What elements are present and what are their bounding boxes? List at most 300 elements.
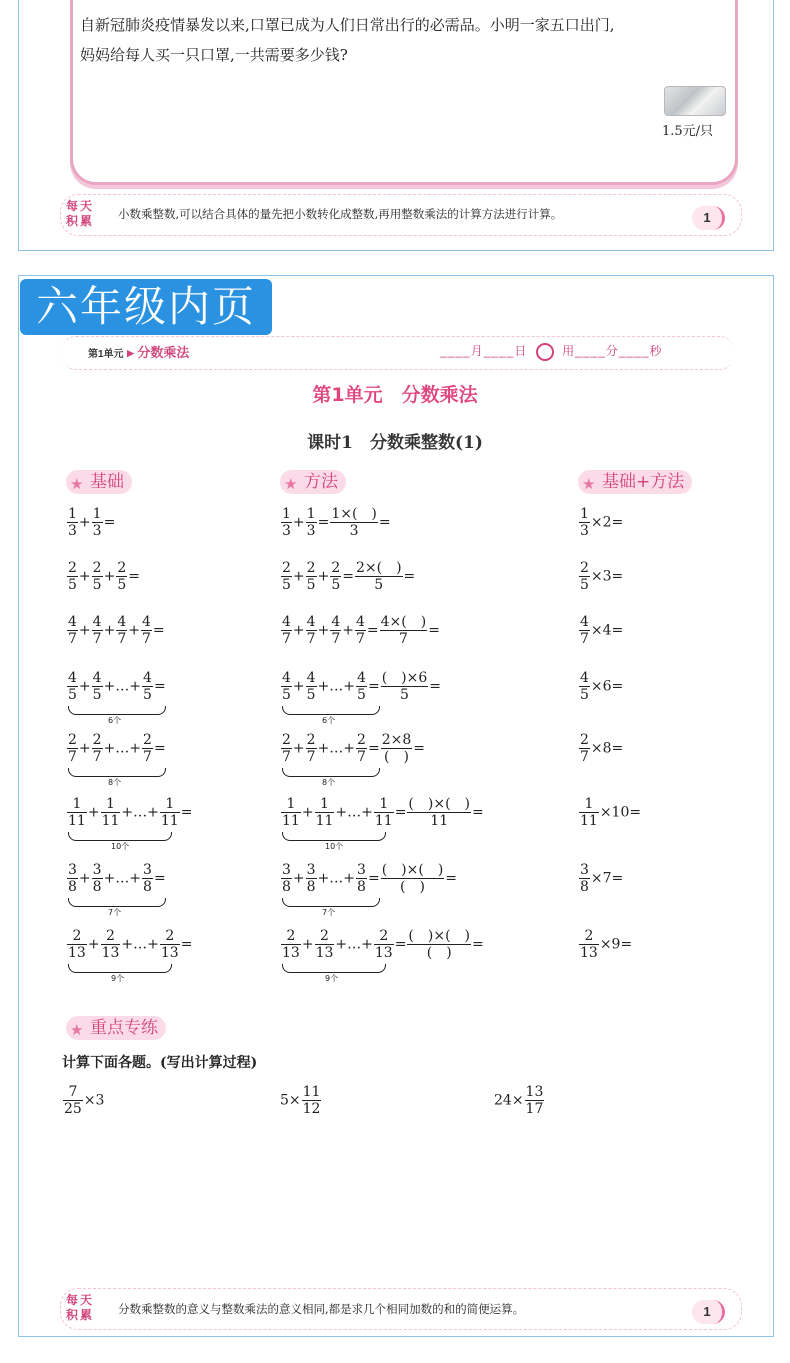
denominator: 7 (143, 749, 152, 765)
numerator: 2 (68, 732, 77, 748)
numerator: ( )×6 (381, 670, 428, 686)
method-exercise (280, 560, 415, 593)
fraction (281, 614, 292, 647)
operator: = (394, 936, 407, 953)
operator: + (317, 568, 330, 585)
numerator: 2×8 (381, 732, 412, 748)
denominator: 11 (374, 813, 393, 829)
fraction (281, 796, 301, 829)
focus-problem (494, 1084, 545, 1117)
numerator: 2 (306, 560, 316, 576)
operator: 5× (280, 1092, 301, 1109)
operator: + (103, 568, 116, 585)
method-exercise (280, 614, 440, 647)
numerator: 4 (282, 670, 291, 686)
fraction (579, 732, 590, 765)
fraction (281, 560, 292, 593)
operator: = (180, 804, 193, 821)
method-exercise (280, 732, 425, 765)
method-fraction (407, 928, 471, 961)
operator: = (445, 870, 458, 887)
operator: + (317, 622, 330, 639)
denominator: 8 (282, 879, 291, 895)
numerator: 2 (143, 732, 152, 748)
basic-method-exercise (578, 670, 623, 703)
fraction (356, 670, 367, 703)
operator: +…+ (317, 870, 356, 887)
numerator: 4 (68, 614, 77, 630)
fraction (355, 614, 366, 647)
basic-method-exercise (578, 560, 623, 593)
numerator: 4 (306, 670, 316, 686)
operator: = (128, 568, 140, 585)
underbrace (282, 832, 386, 841)
operator: = (317, 514, 330, 531)
tip-text: 小数乘整数,可以结合具体的量先把小数转化成整数,再用整数乘法的计算方法进行计算。 (118, 207, 563, 221)
fraction (281, 670, 292, 703)
numerator: 2 (67, 928, 87, 945)
operator: = (403, 568, 416, 585)
basic-method-exercise (578, 506, 623, 539)
page-number: 1 (692, 206, 725, 230)
numerator: 2 (92, 560, 102, 576)
operator: = (103, 514, 116, 531)
operator: + (301, 936, 314, 953)
focus-problem (62, 1084, 104, 1117)
term-count: 6个 (322, 716, 336, 725)
basic-exercise (66, 732, 166, 765)
grade-badge: 六年级内页 (20, 279, 272, 335)
numerator: 3 (68, 862, 77, 878)
numerator: 1 (92, 506, 102, 522)
operator: ×3= (590, 568, 624, 585)
denominator: 5 (306, 687, 316, 703)
denominator: 3 (282, 523, 291, 539)
operator: + (301, 804, 314, 821)
operator: ×8= (590, 740, 624, 757)
fraction (67, 670, 78, 703)
operator: = (366, 622, 379, 639)
basic-exercise (66, 796, 192, 829)
fraction (330, 560, 341, 593)
denominator: 5 (282, 687, 291, 703)
denominator: 7 (580, 631, 589, 647)
denominator: 8 (92, 879, 102, 895)
numerator: 4 (357, 670, 366, 686)
denominator: 8 (580, 879, 589, 895)
numerator: 1 (282, 506, 291, 522)
operator: +…+ (317, 678, 356, 695)
numerator: 2 (374, 928, 394, 945)
numerator: 1 (580, 506, 589, 522)
method-exercise (280, 862, 457, 895)
numerator: ( )×( ) (408, 796, 470, 812)
face-mask-image (664, 86, 726, 116)
numerator: 4 (580, 670, 589, 686)
basic-method-exercise (578, 614, 623, 647)
operator: = (153, 678, 166, 695)
fraction (141, 614, 152, 647)
denominator: 11 (68, 813, 86, 829)
numerator: 1 (281, 796, 301, 813)
operator: + (78, 514, 91, 531)
term-count: 9个 (111, 974, 125, 983)
denominator: ( ) (426, 945, 452, 961)
method-fraction (407, 796, 471, 829)
page-number-bottom: 1 (692, 1300, 725, 1324)
fraction (525, 1084, 545, 1117)
method-fraction (381, 670, 429, 703)
fraction (306, 614, 317, 647)
fraction (306, 670, 317, 703)
operator: ×4= (590, 622, 624, 639)
operator: ×7= (590, 870, 624, 887)
underbrace (68, 832, 172, 841)
underbrace (282, 964, 386, 973)
numerator: 3 (92, 862, 102, 878)
operator: + (292, 514, 305, 531)
operator: + (292, 740, 305, 757)
unit-title: 第1单元 分数乘法 (312, 384, 478, 406)
numerator: 3 (143, 862, 152, 878)
unit-prefix: 第1单元 (88, 349, 124, 360)
fraction (374, 928, 394, 961)
denominator: 3 (306, 523, 316, 539)
fraction (67, 560, 78, 593)
underbrace (68, 768, 166, 777)
operator: + (87, 936, 100, 953)
denominator: 7 (92, 749, 102, 765)
denominator: 5 (143, 687, 152, 703)
method-fraction (381, 732, 413, 765)
time-fields: 用____分____秒 (562, 344, 663, 358)
fraction (579, 614, 590, 647)
numerator: ( )×( ) (381, 862, 444, 878)
operator: = (472, 936, 484, 953)
denominator: 13 (68, 945, 86, 961)
fraction (116, 560, 127, 593)
numerator: 4 (580, 614, 589, 630)
denominator: 11 (282, 813, 300, 829)
operator: + (87, 804, 100, 821)
fraction (92, 862, 103, 895)
numerator: 1 (101, 796, 121, 813)
term-count: 6个 (108, 716, 122, 725)
denominator: 11 (580, 813, 598, 829)
fraction (330, 614, 341, 647)
section-focus: ★ 重点专练 (66, 1016, 166, 1040)
denominator: 3 (92, 523, 102, 539)
denominator: 7 (306, 631, 316, 647)
basic-method-exercise (578, 732, 623, 765)
operator: 24× (494, 1092, 524, 1109)
operator: = (428, 622, 440, 639)
operator: = (394, 804, 407, 821)
fraction (281, 928, 301, 961)
denominator: 5 (92, 577, 102, 593)
basic-method-exercise (578, 862, 623, 895)
numerator: 4 (68, 670, 77, 686)
fraction (306, 560, 317, 593)
fraction (302, 1084, 322, 1117)
term-count: 8个 (322, 778, 336, 787)
method-fraction (355, 560, 403, 593)
numerator: 2 (315, 928, 335, 945)
operator: + (78, 568, 91, 585)
fraction (579, 506, 590, 539)
operator: = (367, 870, 380, 887)
numerator: 2 (306, 732, 316, 748)
operator: + (78, 740, 91, 757)
denominator: 8 (306, 879, 316, 895)
fraction (92, 506, 103, 539)
denominator: 13 (374, 945, 393, 961)
numerator: 2 (282, 732, 291, 748)
denominator: 3 (349, 523, 359, 539)
fraction (306, 862, 317, 895)
denominator: 5 (117, 577, 127, 593)
operator: ×2= (590, 514, 624, 531)
numerator: 1×( ) (331, 506, 377, 522)
numerator: 2 (331, 560, 341, 576)
fraction (306, 732, 317, 765)
section-method: ★ 方法 (280, 470, 346, 494)
fraction (63, 1084, 83, 1117)
numerator: 2 (281, 928, 301, 945)
denominator: 5 (400, 687, 409, 703)
operator: = (342, 568, 354, 585)
fraction (356, 732, 367, 765)
method-fraction (380, 614, 428, 647)
underbrace (282, 706, 380, 715)
denominator: 13 (315, 945, 334, 961)
numerator: 1 (374, 796, 394, 813)
operator: = (429, 678, 441, 695)
fraction (67, 928, 87, 961)
denominator: 7 (355, 631, 365, 647)
denominator: 7 (68, 631, 77, 647)
numerator: 3 (306, 862, 316, 878)
operator: +…+ (103, 870, 142, 887)
denominator: 8 (357, 879, 366, 895)
numerator: 2 (579, 928, 599, 945)
denominator: 8 (68, 879, 77, 895)
denominator: 5 (306, 577, 316, 593)
section-basic-method: ★ 基础+方法 (578, 470, 692, 494)
method-exercise (280, 506, 391, 539)
method-exercise (280, 796, 484, 829)
fraction (579, 862, 590, 895)
numerator: 7 (63, 1084, 83, 1101)
operator: ×6= (590, 678, 624, 695)
fraction (281, 862, 292, 895)
mask-price: 1.5元/只 (662, 124, 714, 139)
fraction (142, 670, 153, 703)
stopwatch-icon (536, 343, 554, 361)
method-exercise (280, 670, 441, 703)
operator: +…+ (103, 740, 142, 757)
denominator: 7 (92, 631, 102, 647)
denominator: 7 (306, 749, 316, 765)
numerator: 3 (580, 862, 589, 878)
numerator: 4 (143, 670, 152, 686)
section-basic: ★ 基础 (66, 470, 132, 494)
operator: ×10= (599, 804, 642, 821)
denominator: 5 (580, 687, 589, 703)
focus-instruction: 计算下面各题。(写出计算过程) (62, 1055, 258, 1071)
denominator: 12 (302, 1101, 321, 1117)
numerator: 11 (302, 1084, 321, 1100)
fraction (67, 796, 87, 829)
denominator: 7 (357, 749, 366, 765)
operator: = (367, 740, 380, 757)
star-icon: ★ (70, 475, 84, 493)
numerator: 1 (315, 796, 335, 813)
fraction (315, 796, 335, 829)
denominator: 7 (282, 631, 291, 647)
operator: + (292, 622, 305, 639)
operator: + (78, 870, 91, 887)
denominator: 5 (357, 687, 366, 703)
basic-method-exercise (578, 928, 632, 961)
numerator: 2 (580, 732, 589, 748)
numerator: 2 (117, 560, 127, 576)
fraction (579, 560, 590, 593)
denominator: 7 (68, 749, 77, 765)
operator: + (292, 870, 305, 887)
numerator: 4 (92, 670, 102, 686)
tip-caption-bottom: 每天积累 (66, 1293, 95, 1322)
fraction (579, 796, 599, 829)
underbrace (68, 964, 172, 973)
denominator: 3 (580, 523, 589, 539)
numerator: 2 (282, 560, 291, 576)
star-icon: ★ (70, 1021, 84, 1039)
term-count: 10个 (111, 842, 130, 851)
numerator: 4 (141, 614, 151, 630)
denominator: 7 (117, 631, 127, 647)
operator: +…+ (317, 740, 356, 757)
denominator: 7 (282, 749, 291, 765)
numerator: 13 (525, 1084, 544, 1100)
denominator: 7 (580, 749, 589, 765)
operator: ×9= (599, 936, 633, 953)
numerator: 2 (92, 732, 102, 748)
numerator: 1 (67, 796, 87, 813)
numerator: 4 (306, 614, 316, 630)
method-exercise (280, 928, 484, 961)
basic-exercise (66, 670, 166, 703)
numerator: 4 (117, 614, 127, 630)
fraction (101, 796, 121, 829)
fraction (116, 614, 127, 647)
denominator: 25 (64, 1101, 82, 1117)
numerator: 3 (357, 862, 366, 878)
fraction (67, 732, 78, 765)
star-icon: ★ (284, 475, 298, 493)
denominator: 5 (68, 577, 77, 593)
denominator: 11 (101, 813, 120, 829)
denominator: ( ) (384, 749, 409, 765)
fraction (160, 796, 180, 829)
operator: = (180, 936, 193, 953)
fraction (101, 928, 121, 961)
numerator: 1 (160, 796, 180, 813)
numerator: 1 (306, 506, 316, 522)
method-fraction (381, 862, 445, 895)
numerator: 4 (92, 614, 102, 630)
basic-exercise (66, 560, 140, 593)
operator: = (472, 804, 484, 821)
denominator: 5 (92, 687, 102, 703)
focus-problem (280, 1084, 322, 1117)
numerator: 2×( ) (355, 560, 402, 576)
problem-line-2: 妈妈给每人买一只口罩,一共需要多少钱? (80, 46, 348, 64)
operator: + (128, 622, 140, 639)
fraction (315, 928, 335, 961)
operator: + (342, 622, 354, 639)
fraction (67, 862, 78, 895)
fraction (92, 732, 103, 765)
numerator: 3 (282, 862, 291, 878)
numerator: 1 (579, 796, 599, 813)
numerator: 1 (68, 506, 77, 522)
fraction (579, 670, 590, 703)
numerator: ( )×( ) (408, 928, 470, 944)
numerator: 4 (355, 614, 365, 630)
denominator: 3 (68, 523, 77, 539)
operator: +…+ (121, 936, 159, 953)
fraction (374, 796, 394, 829)
unit-label: 第1单元 ▸ 分数乘法 (88, 345, 190, 360)
operator: + (292, 678, 305, 695)
fraction (92, 614, 103, 647)
numerator: 2 (160, 928, 180, 945)
term-count: 8个 (108, 778, 122, 787)
denominator: 13 (282, 945, 300, 961)
numerator: 2 (357, 732, 366, 748)
operator: = (152, 622, 165, 639)
term-count: 7个 (108, 908, 122, 917)
denominator: 5 (331, 577, 341, 593)
operator: = (413, 740, 425, 757)
denominator: 7 (398, 631, 408, 647)
operator: ×3 (83, 1092, 105, 1109)
term-count: 9个 (325, 974, 339, 983)
operator: +…+ (335, 804, 373, 821)
numerator: 4×( ) (380, 614, 427, 630)
word-problem (80, 10, 720, 70)
operator: = (153, 870, 166, 887)
numerator: 2 (580, 560, 589, 576)
tip-caption: 每天积累 (66, 199, 95, 228)
fraction (306, 506, 317, 539)
star-icon: ★ (582, 475, 596, 493)
basic-method-exercise (578, 796, 641, 829)
fraction (92, 560, 103, 593)
operator: = (367, 678, 380, 695)
lesson-title: 课时1 分数乘整数(1) (307, 433, 483, 453)
fraction (142, 862, 153, 895)
operator: + (103, 622, 116, 639)
denominator: 7 (141, 631, 151, 647)
method-fraction (330, 506, 378, 539)
denominator: 7 (331, 631, 341, 647)
basic-exercise (66, 614, 165, 647)
numerator: 2 (101, 928, 121, 945)
denominator: 13 (580, 945, 598, 961)
fraction (281, 506, 292, 539)
